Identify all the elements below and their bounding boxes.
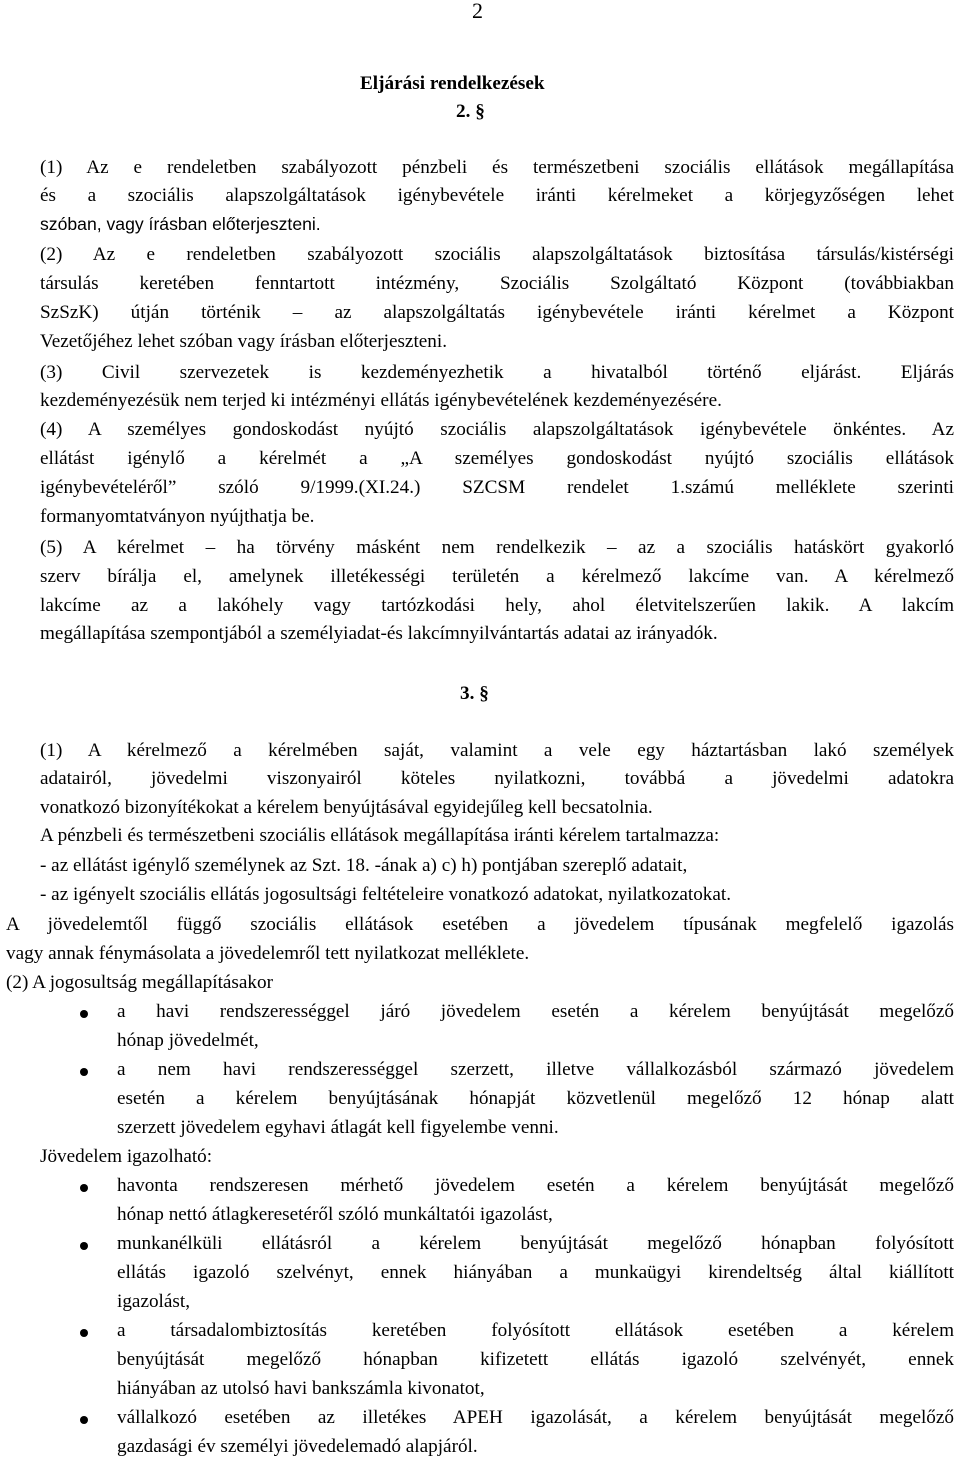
s2-p2-line: SzSzK) útján történik – az alapszolgáltatás igénybevétele iránti kérelmet a Központ <box>40 302 954 323</box>
bullet-b-line: a társadalombiztosítás keretében folyósított ellátások esetében a kérelem <box>117 1320 954 1341</box>
s2-p2-line: társulás keretében fenntartott intézmény, Szociális Szolgáltató Központ (továbbiakban <box>40 273 954 294</box>
bullet-b-line: vállalkozó esetében az illetékes APEH igazolását, a kérelem benyújtását megelőző <box>117 1407 954 1428</box>
s2-p4-line: (4) A személyes gondoskodást nyújtó szociális alapszolgáltatások igénybevétele önkéntes. Az <box>40 419 954 440</box>
bullet-b-line: havonta rendszeresen mérhető jövedelem esetén a kérelem benyújtását megelőző <box>117 1175 954 1196</box>
s2-p4-line: formanyomtatványon nyújthatja be. <box>40 506 315 527</box>
income-para-line: A jövedelemtől függő szociális ellátások esetében a jövedelem típusának megfelelő igazolás <box>6 914 954 935</box>
bullet-icon <box>80 1242 88 1250</box>
dash-item: - az ellátást igénylő személynek az Szt. 18. -ának a) c) h) pontjában szereplő adatait, <box>40 855 688 876</box>
bullet-b-line: igazolást, <box>117 1291 190 1312</box>
content-intro: A pénzbeli és természetbeni szociális ellátások megállapítása iránti kérelem tartalmazza: <box>40 825 720 846</box>
s2-p5-line: (5) A kérelmet – ha törvény másként nem rendelkezik – az a szociális hatáskört gyakorló <box>40 537 954 558</box>
income-proof-title: Jövedelem igazolható: <box>40 1146 213 1167</box>
bullet-b-line: munkanélküli ellátásról a kérelem benyújtását megelőző hónapban folyósított <box>117 1233 954 1254</box>
section-sign-icon: § <box>479 683 489 704</box>
s2-p5-line: szerv bírálja el, amelynek illetékességi területén a kérelmező lakcíme van. A kérelmező <box>40 566 954 587</box>
s3-p1-line: vonatkozó bizonyítékokat a kérelem benyújtásával egyidejűleg kell becsatolnia. <box>40 797 653 818</box>
s2-p3-line: kezdeményezésük nem terjed ki intézményi ellátás igénybevételének kezdeményezésére. <box>40 390 722 411</box>
heading: Eljárási rendelkezések <box>360 73 545 94</box>
bullet-a-line: a havi rendszerességgel járó jövedelem esetén a kérelem benyújtását megelőző <box>117 1001 954 1022</box>
section-title-3: 3. § <box>460 683 489 704</box>
dash-item: - az igényelt szociális ellátás jogosultsági feltételeire vonatkozó adatokat, nyilatkozatokat. <box>40 884 732 905</box>
s2-p5-line: lakcíme az a lakóhely vagy tartózkodási hely, ahol életvitelszerűen lakik. A lakcím <box>40 595 954 616</box>
s3-p1-line: adatairól, jövedelmi viszonyairól köteles nyilatkozni, továbbá a jövedelmi adatokra <box>40 768 954 789</box>
page-number: 2 <box>472 0 483 23</box>
bullet-b-line: hónap nettó átlagkeresetéről szóló munkáltatói igazolást, <box>117 1204 553 1225</box>
bullet-icon <box>80 1329 88 1337</box>
bullet-b-line: hiányában az utolsó havi bankszámla kivonatot, <box>117 1378 485 1399</box>
bullet-a-line: esetén a kérelem benyújtásának hónapját közvetlenül megelőző 12 hónap alatt <box>117 1088 954 1109</box>
income-para-line: vagy annak fénymásolata a jövedelemről tett nyilatkozat melléklete. <box>6 943 530 964</box>
bullet-a-line: szerzett jövedelem egyhavi átlagát kell figyelembe venni. <box>117 1117 559 1138</box>
bullet-icon <box>80 1010 88 1018</box>
s2-p1-line: és a szociális alapszolgáltatások igénybevétele iránti kérelmeket a körjegyzőségen lehet <box>40 185 954 206</box>
bullet-icon <box>80 1184 88 1192</box>
s2-p1-line: szóban, vagy írásban előterjeszteni. <box>40 214 321 234</box>
s2-p4-line: igénybevételéről” szóló 9/1999.(XI.24.) SZCSM rendelet 1.számú melléklete szerinti <box>40 477 954 498</box>
s2-p2-line: (2) Az e rendeletben szabályozott szociális alapszolgáltatások biztosítása társulás/kistérségi <box>40 244 954 265</box>
bullet-icon <box>80 1068 88 1076</box>
s2-p3-line: (3) Civil szervezetek is kezdeményezhetik a hivatalból történő eljárást. Eljárás <box>40 362 954 383</box>
s2-p2-line: Vezetőjéhez lehet szóban vagy írásban előterjeszteni. <box>40 331 448 352</box>
section-sign-icon: § <box>475 101 485 122</box>
bullet-icon <box>80 1416 88 1424</box>
bullet-b-line: gazdasági év személyi jövedelemadó alapjáról. <box>117 1436 478 1457</box>
bullet-b-line: ellátás igazoló szelvényt, ennek hiányában a munkaügyi kirendeltség által kiállított <box>117 1262 954 1283</box>
s2-p1-line: (1) Az e rendeletben szabályozott pénzbeli és természetbeni szociális ellátások megállapítása <box>40 157 954 178</box>
bullet-a-line: a nem havi rendszerességgel szerzett, illetve vállalkozásból származó jövedelem <box>117 1059 954 1080</box>
s2-p4-line: ellátást igénylő a kérelmét a „A személyes gondoskodást nyújtó szociális ellátások <box>40 448 954 469</box>
section-title-2: 2. § <box>456 101 485 122</box>
bullet-b-line: benyújtását megelőző hónapban kifizetett ellátás igazoló szelvényét, ennek <box>117 1349 954 1370</box>
s3-p1-line: (1) A kérelmező a kérelmében saját, valamint a vele egy háztartásban lakó személyek <box>40 740 954 761</box>
s2-p5-line: megállapítása szempontjából a személyiadat-és lakcímnyilvántartás adatai az irányadók. <box>40 623 718 644</box>
bullet-a-line: hónap jövedelmét, <box>117 1030 259 1051</box>
s3-p2-title: (2) A jogosultság megállapításakor <box>6 972 273 993</box>
